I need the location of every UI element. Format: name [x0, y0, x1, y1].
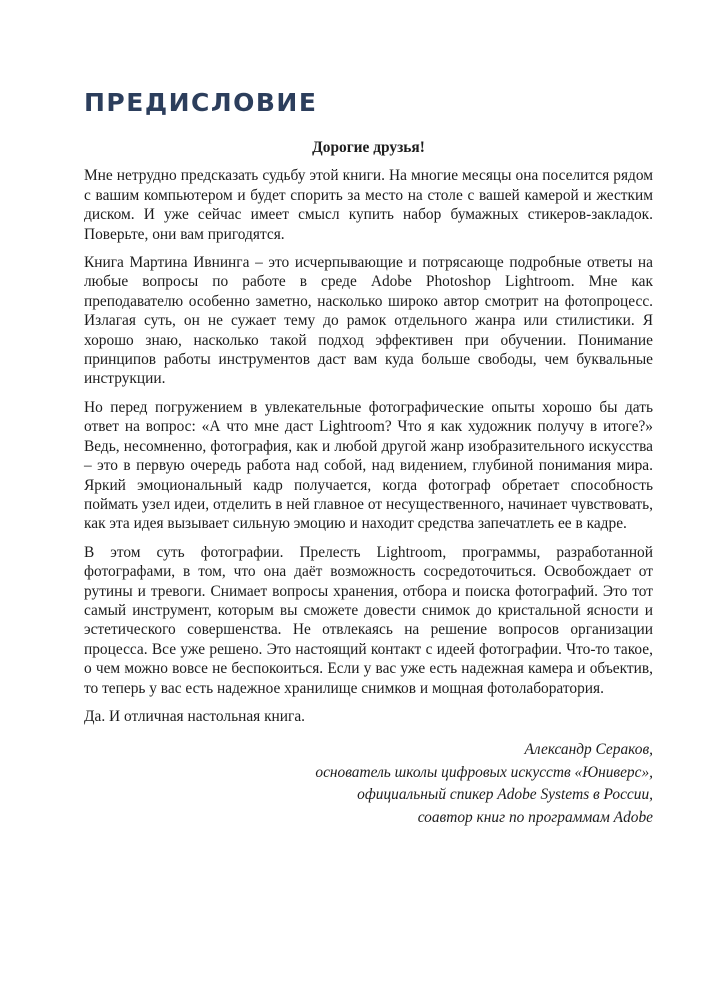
paragraph-4: В этом суть фотографии. Прелесть Lightroom, программы, разработанной фотографами, в том, что она даёт возможность сосредоточиться. Освобождает от рутины и тревоги. Снимает вопросы хранения, отбора и поиска фотографий. Это тот самый инструмент, которым вы сможете довести снимок до кристальной ясности и эстетического совершенства. Не отвлекаясь на решение вопросов организации процесса. Все уже решено. Это настоящий контакт с идеей фотографии. Что-то такое, о чем можно вовсе не беспокоиться. Если у вас уже есть надежная камера и объектив, то теперь у вас есть надежное хранилище снимков и мощная фотолаборатория.	[84, 543, 653, 697]
foreword-body	[84, 138, 653, 829]
paragraph-1: Мне нетрудно предсказать судьбу этой книги. На многие месяцы она поселится рядом с вашим компьютером и будет спорить за место на столе с вашей камерой и жестким диском. И уже сейчас имеет смысл купить набор бумажных стикеров-закладок. Поверьте, они вам пригодятся.	[84, 167, 653, 243]
closing-line: Да. И отличная настольная книга.	[84, 707, 306, 725]
author-role-adobe-speaker: официальный спикер Adobe Systems в России,	[357, 786, 653, 804]
author-role-coauthor: соавтор книг по программам Adobe	[417, 808, 653, 826]
page-title: ПРЕДИСЛОВИЕ	[84, 88, 318, 117]
paragraph-3: Но перед погружением в увлекательные фотографические опыты хорошо бы дать ответ на вопрос: «А что мне даст Lightroom? Что я как художник получу в итоге?» Ведь, несомненно, фотография, как и любой другой жанр изобразительного искусства – это в первую очередь работа над собой, над видением, глубиной понимания мира. Яркий эмоциональный кадр получается, когда фотограф обретает способность поймать узел идеи, отделить в ней главное от несущественного, начинает чувствовать, как эта идея вызывает сильную эмоцию и находит средства запечатлеть ее в кадре.	[84, 398, 653, 533]
author-role-school: основатель школы цифровых искусств «Юниверс»,	[315, 763, 653, 781]
greeting: Дорогие друзья!	[312, 139, 425, 156]
signature-block	[84, 739, 653, 829]
paragraph-2: Книга Мартина Ивнинга – это исчерпывающие и потрясающе подробные ответы на любые вопросы по работе в среде Adobe Photoshop Lightroom. Мне как преподавателю особенно заметно, насколько широко автор смотрит на фотопроцесс. Излагая суть, он не сужает тему до рамок отдельного жанра или стилистики. Я хорошо знаю, насколько такой подход эффективен при обучении. Понимание принципов работы инструментов даст вам куда больше свободы, чем буквальные инструкции.	[84, 254, 653, 388]
author-name: Александр Сераков,	[524, 741, 653, 759]
